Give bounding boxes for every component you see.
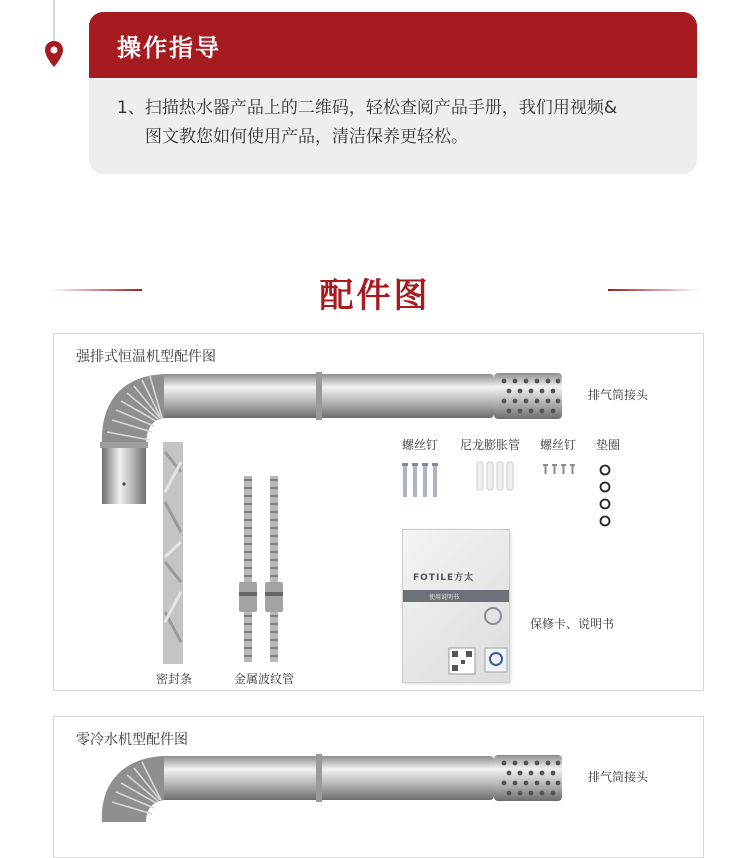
manual-band-text: 使用说明书 (429, 594, 460, 601)
nylon-anchor-label: 尼龙膨胀管 (460, 438, 521, 452)
metal-hose-label: 金属波纹管 (234, 672, 295, 686)
guide-line-1: 1、扫描热水器产品上的二维码，轻松查阅产品手册，我们用视频& (117, 98, 618, 118)
section-title: 配件图 (319, 276, 431, 316)
screw-label-2: 螺丝钉 (540, 438, 577, 452)
warranty-manual-label: 保修卡、说明书 (530, 617, 615, 631)
manual-brand: FOTILE方太 (413, 573, 475, 583)
guide-title: 操作指导 (89, 12, 697, 78)
guide-line-2: 图文教您如何使用产品，清洁保养更轻松。 (145, 127, 468, 147)
exhaust-head-label-2: 排气筒接头 (588, 770, 649, 784)
seal-strip-label: 密封条 (156, 672, 193, 686)
panel-title-2: 零冷水机型配件图 (76, 732, 188, 748)
panel-title: 强排式恒温机型配件图 (76, 349, 216, 365)
screw-label-1: 螺丝钉 (402, 438, 439, 452)
exhaust-head-label: 排气筒接头 (588, 388, 649, 402)
washer-label: 垫圈 (596, 438, 621, 452)
